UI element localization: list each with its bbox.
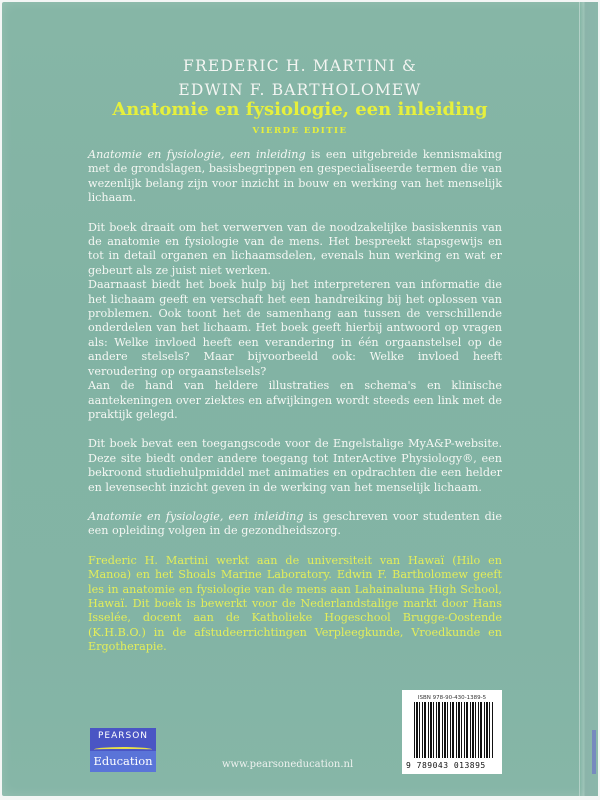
blurb-paragraph: Aan de hand van heldere illustraties en schema's en klinische aantekeningen over ziektes en afwijkingen wordt steeds een link met de praktijk gelegd. bbox=[88, 379, 502, 421]
spine-mark bbox=[592, 730, 596, 774]
logo-pearson-text: PEARSON bbox=[97, 731, 149, 741]
blurb-paragraph: Dit boek draait om het verwerven van de noodzakelijke basiskennis van de anatomie en fysiologie van de mens. Het bespreekt stapsgewijs en tot in detail organen en lichaamsdelen, evenals hun werking en wat er gebeurt als ze juist niet werken. bbox=[88, 220, 502, 277]
title-reference: Anatomie en fysiologie, een inleiding bbox=[88, 148, 306, 161]
book-title: Anatomie en fysiologie, een inleiding bbox=[112, 99, 488, 120]
blurb-intro: Anatomie en fysiologie, een inleiding is een uitgebreide kennismaking met de grondslagen, basisbegrippen en gespecialiseerde termen die van wezenlijk belang zijn voor inzicht in bouw en werking van het menselijk lichaam. bbox=[88, 148, 502, 205]
publisher-website: www.pearsoneducation.nl bbox=[222, 759, 354, 770]
blurb-audience: Anatomie en fysiologie, een inleiding is geschreven voor studenten die een opleiding volgen in de gezondheidszorg. bbox=[88, 509, 502, 538]
author-bio: Frederic H. Martini werkt aan de universiteit van Hawaï (Hilo en Manoa) en het Shoals Marine Laboratory. Edwin F. Bartholomew geeft les in anatomie en fysiologie van de mens aan Lahainaluna High School, Hawaï. Dit boek is bewerkt voor de Nederlandstalige markt door Hans Isselée, docent aan de Katholieke Hogeschool Brugge-Oostende (K.H.B.O.) in de afstudeerrichtingen Verpleegkunde, Vroedkunde en Ergotherapie. bbox=[88, 553, 502, 654]
blurb-paragraph: Dit boek bevat een toegangscode voor de Engelstalige MyA&P-website. Deze site biedt onder andere toegang tot InterActive Physiology®, een bekroond studiehulpmiddel met animaties en opdrachten die een helder en levensecht inzicht geven in de werking van het menselijk lichaam. bbox=[88, 437, 502, 494]
pearson-education-logo bbox=[90, 728, 156, 772]
title-reference: Anatomie en fysiologie, een inleiding bbox=[88, 509, 304, 523]
blurb bbox=[88, 148, 502, 670]
isbn-label: ISBN 978-90-430-1389-5 bbox=[417, 695, 487, 701]
logo-education-text: Education bbox=[90, 751, 156, 772]
isbn-barcode bbox=[402, 690, 502, 774]
author-2: EDWIN F. BARTHOLOMEW bbox=[178, 81, 422, 99]
book-back-cover bbox=[2, 2, 598, 796]
blurb-paragraph: Daarnaast biedt het boek hulp bij het interpreteren van informatie die het lichaam geeft en verschaft het een handreiking bij het oplossen van problemen. Ook toont het de samenhang aan tussen de verschillende onderdelen van het lichaam. Het boek geeft hierbij antwoord op vragen als: Welke invloed heeft een verandering in één orgaanstelsel op de andere stelsels? Maar bijvoorbeeld ook: Welke invloed heeft veroudering op orgaanstelsels? bbox=[88, 278, 502, 378]
barcode-icon bbox=[414, 702, 494, 758]
author-1: FREDERIC H. MARTINI & bbox=[183, 57, 417, 75]
authors bbox=[2, 54, 598, 102]
edition-label: VIERDE EDITIE bbox=[252, 126, 348, 136]
barcode-digits: 9 789043 013895 bbox=[406, 761, 500, 770]
